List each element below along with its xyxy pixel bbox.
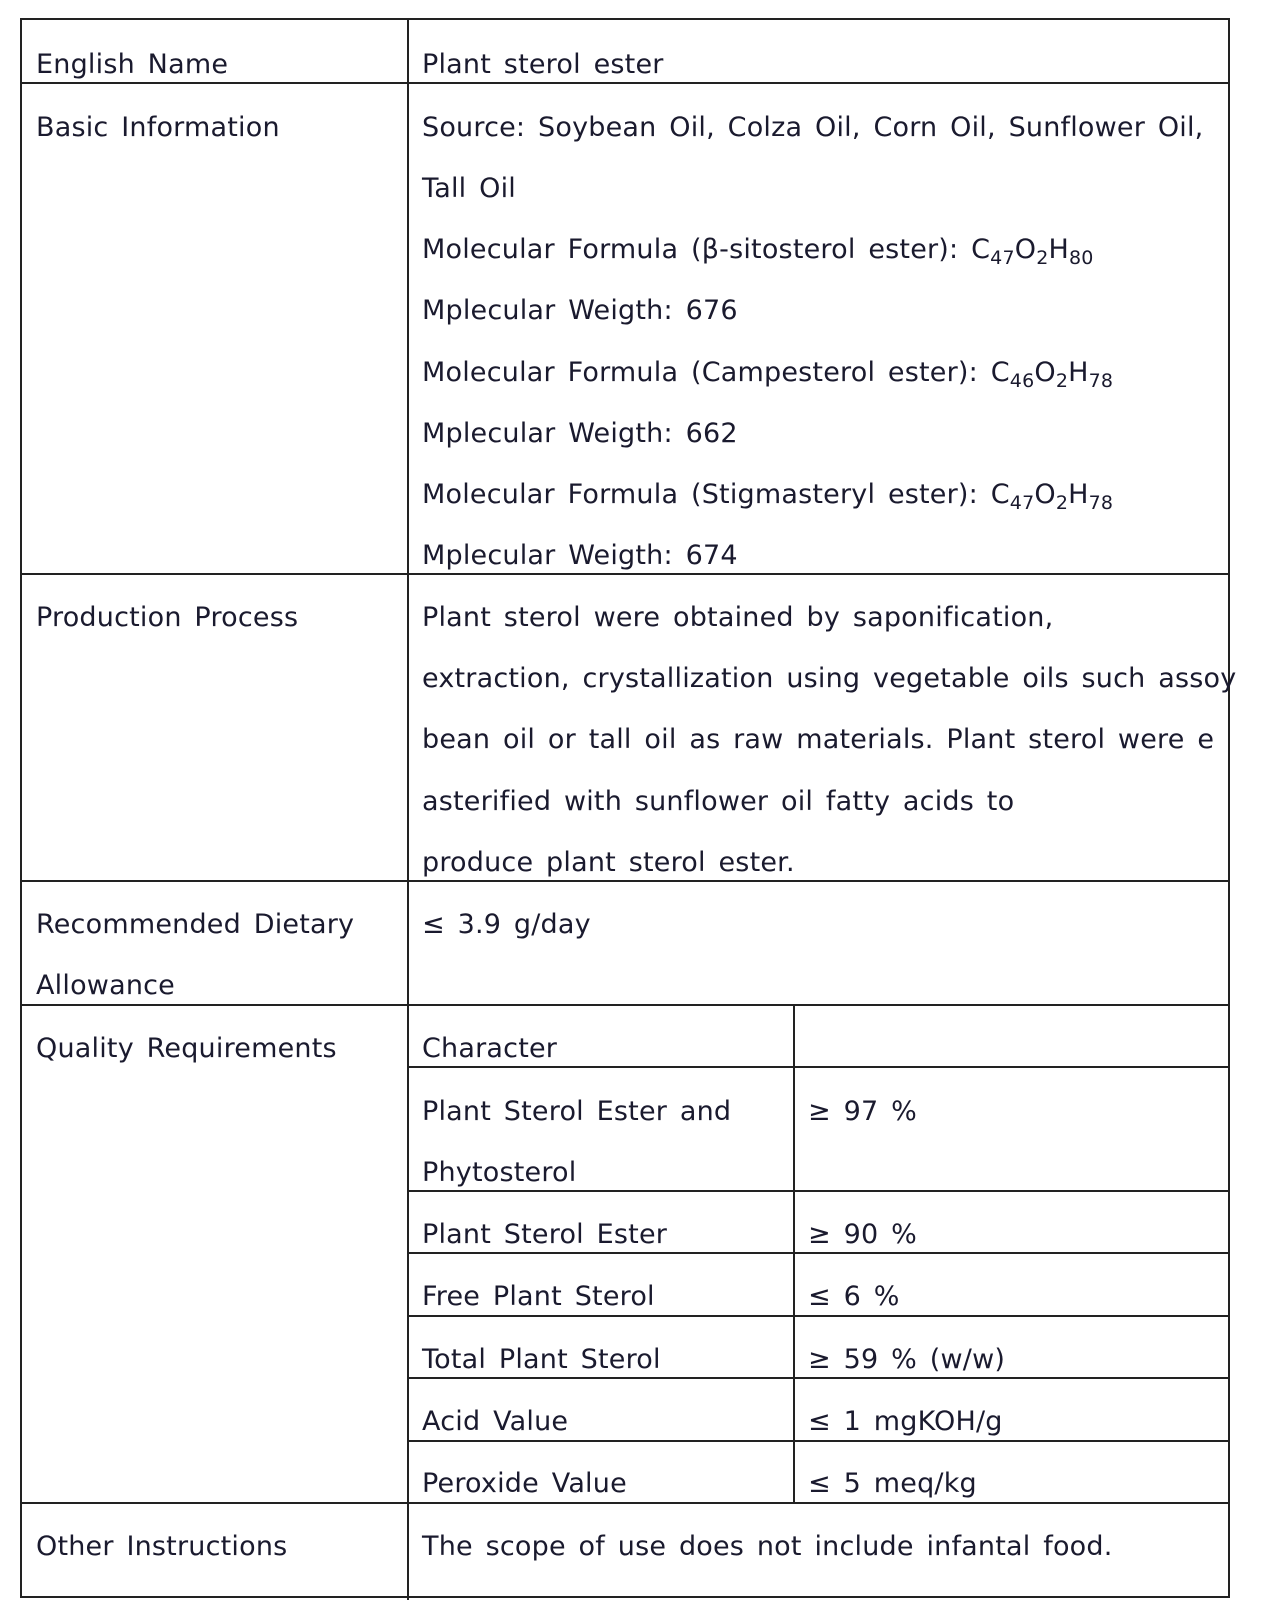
other-instructions-value: The scope of use does not include infantal food.: [422, 1531, 1113, 1562]
quality-item-value: ≥ 59 % (w/w): [808, 1344, 1006, 1375]
quality-item-value: ≥ 97 %: [808, 1096, 917, 1127]
quality-item-name: Acid Value: [422, 1406, 569, 1437]
spec-table: [20, 18, 1237, 1598]
molecular-weight-stigmasteryl: Mplecular Weigth: 674: [422, 540, 738, 571]
english-name-value: Plant sterol ester: [422, 49, 664, 80]
column-divider: [407, 20, 409, 1600]
basic-info-source-line: Tall Oil: [422, 173, 517, 204]
molecular-weight-campesterol: Mplecular Weigth: 662: [422, 418, 738, 449]
quality-item-name: Free Plant Sterol: [422, 1281, 655, 1312]
other-instructions-label: Other Instructions: [36, 1531, 288, 1562]
production-process-line: extraction, crystallization using vegetable oils such assoy: [422, 663, 1237, 694]
quality-item-name: Character: [422, 1033, 558, 1064]
quality-requirements-label: Quality Requirements: [36, 1033, 337, 1064]
production-process-line: produce plant sterol ester.: [422, 847, 795, 878]
molecular-formula-campesterol: Molecular Formula (Campesterol ester): $C_{46}O_2H_{78}$: [422, 357, 1114, 392]
english-name-label: English Name: [36, 49, 229, 80]
quality-item-value: ≤ 6 %: [808, 1281, 900, 1312]
dietary-allowance-label: Allowance: [36, 970, 175, 1001]
dietary-allowance-value: ≤ 3.9 g/day: [422, 909, 591, 940]
molecular-weight-sitosterol: Mplecular Weigth: 676: [422, 295, 738, 326]
quality-item-name: Plant Sterol Ester: [422, 1219, 668, 1250]
quality-item-value: ≤ 5 meq/kg: [808, 1468, 977, 1499]
production-process-line: bean oil or tall oil as raw materials. Plant sterol were e: [422, 724, 1215, 755]
quality-item-name: Plant Sterol Ester and: [422, 1096, 732, 1127]
production-process-label: Production Process: [36, 602, 299, 633]
basic-info-source-line: Source: Soybean Oil, Colza Oil, Corn Oil, Sunflower Oil,: [422, 112, 1204, 143]
quality-item-name: Total Plant Sterol: [422, 1344, 661, 1375]
quality-item-name: Phytosterol: [422, 1157, 577, 1188]
row-divider: [22, 1004, 1228, 1006]
dietary-allowance-label: Recommended Dietary: [36, 909, 355, 940]
basic-information-label: Basic Information: [36, 112, 280, 143]
production-process-line: asterified with sunflower oil fatty acids to: [422, 786, 1015, 817]
quality-item-value: ≥ 90 %: [808, 1219, 917, 1250]
molecular-formula-stigmasteryl: Molecular Formula (Stigmasteryl ester): $C_{47}O_2H_{78}$: [422, 479, 1114, 514]
quality-item-name: Peroxide Value: [422, 1468, 627, 1499]
quality-item-value: ≤ 1 mgKOH/g: [808, 1406, 1003, 1437]
production-process-line: Plant sterol were obtained by saponification,: [422, 602, 1054, 633]
molecular-formula-sitosterol: Molecular Formula (β-sitosterol ester): $C_{47}O_2H_{80}$: [422, 234, 1094, 269]
